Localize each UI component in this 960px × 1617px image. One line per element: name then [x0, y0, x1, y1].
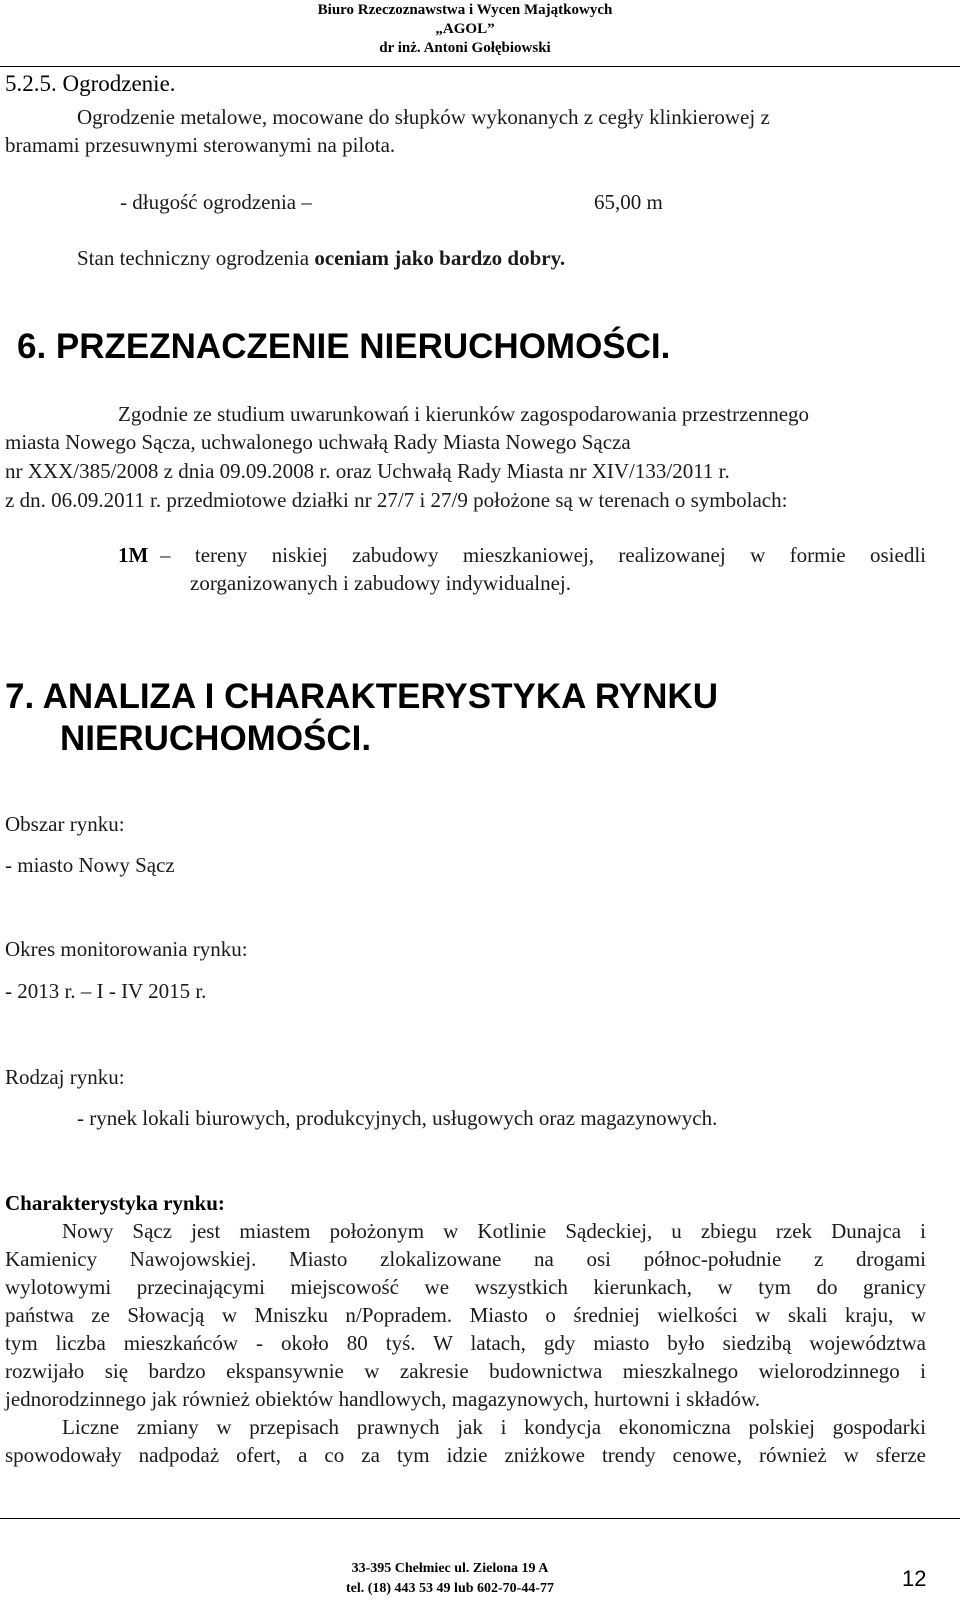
section-7-title-2: NIERUCHOMOŚCI.	[60, 719, 372, 758]
monitoring-period-value: - 2013 r. – I - IV 2015 r.	[5, 979, 207, 1003]
market-area-label: Obszar rynku:	[5, 812, 125, 836]
market-type-label: Rodzaj rynku:	[5, 1065, 125, 1089]
s6-para-line-1: Zgodnie ze studium uwarunkowań i kierunków zagospodarowania przestrzennego	[118, 402, 810, 426]
s6-para-line-3: nr XXX/385/2008 z dnia 09.09.2008 r. oraz Uchwałą Rady Miasta nr XIV/133/2011 r.	[5, 459, 730, 483]
section-525-desc-1: Ogrodzenie metalowe, mocowane do słupków wykonanych z cegły klinkierowej z	[77, 105, 770, 129]
footer-phone: tel. (18) 443 53 49 lub 602-70-44-77	[345, 1581, 555, 1596]
market-char-label: Charakterystyka rynku:	[5, 1191, 225, 1215]
section-525-title: 5.2.5. Ogrodzenie.	[5, 71, 176, 96]
section-6-title: 6. PRZEZNACZENIE NIERUCHOMOŚCI.	[17, 327, 671, 366]
market-char-line: Kamienicy Nawojowskiej. Miasto zlokalizowane na osi północ-południe z drogami	[5, 1247, 926, 1271]
market-char-line: państwa ze Słowacją w Mniszku n/Popradem. Miasto o średniej wielkości w skali kraju, w	[5, 1303, 926, 1327]
zoning-symbol: 1M	[118, 543, 149, 567]
monitoring-period-label: Okres monitorowania rynku:	[5, 937, 248, 961]
market-area-value: - miasto Nowy Sącz	[5, 853, 175, 877]
header-agol: „AGOL”	[435, 21, 495, 37]
market-char-line: jednorodzinnego jak również obiektów handlowych, magazynowych, hurtowni i składów.	[5, 1387, 761, 1411]
market-char-line: spowodowały nadpodaż ofert, a co za tym idzie zniżkowe trendy cenowe, również w sferze	[5, 1443, 926, 1467]
market-char-line: Liczne zmiany w przepisach prawnych jak i kondycja ekonomiczna polskiej gospodarki	[62, 1415, 926, 1439]
footer-address: 33-395 Chełmiec ul. Zielona 19 A	[351, 1561, 549, 1576]
fence-length-label: - długość ogrodzenia –	[120, 190, 312, 214]
fence-state: Stan techniczny ogrodzenia oceniam jako bardzo dobry.	[77, 246, 566, 270]
market-char-line: wylotowymi przecinającymi miejscowość we wszystkich kierunkach, w tym do granicy	[5, 1275, 926, 1299]
header-author: dr inż. Antoni Gołębiowski	[379, 40, 551, 56]
header-company: Biuro Rzeczoznawstwa i Wycen Majątkowych	[317, 2, 613, 18]
footer-rule	[0, 1518, 960, 1519]
zoning-desc-1: – tereny niskiej zabudowy mieszkaniowej, realizowanej w formie osiedli	[160, 543, 926, 567]
page-number: 12	[902, 1566, 927, 1591]
s6-para-line-2: miasta Nowego Sącza, uchwalonego uchwałą Rady Miasta Nowego Sącza	[5, 430, 631, 454]
fence-length-value: 65,00 m	[594, 190, 663, 214]
market-char-line: rozwijało się bardzo ekspansywnie w zakresie budownictwa mieszkalnego wielorodzinnego i	[5, 1359, 926, 1383]
s6-para-line-4: z dn. 06.09.2011 r. przedmiotowe działki nr 27/7 i 27/9 położone są w terenach o symbolach:	[5, 488, 788, 512]
header-rule	[0, 66, 960, 67]
section-525-desc-2: bramami przesuwnymi sterowanymi na pilota.	[5, 133, 396, 157]
zoning-desc-2: zorganizowanych i zabudowy indywidualnej.	[190, 571, 572, 595]
section-7-title-1: 7. ANALIZA I CHARAKTERYSTYKA RYNKU	[5, 677, 718, 716]
market-char-line: tym liczba mieszkańców - około 80 tyś. W latach, gdy miasto było siedzibą województwa	[5, 1331, 926, 1355]
market-char-line: Nowy Sącz jest miastem położonym w Kotlinie Sądeckiej, u zbiegu rzek Dunajca i	[62, 1219, 926, 1243]
market-type-value: - rynek lokali biurowych, produkcyjnych, usługowych oraz magazynowych.	[77, 1106, 718, 1130]
